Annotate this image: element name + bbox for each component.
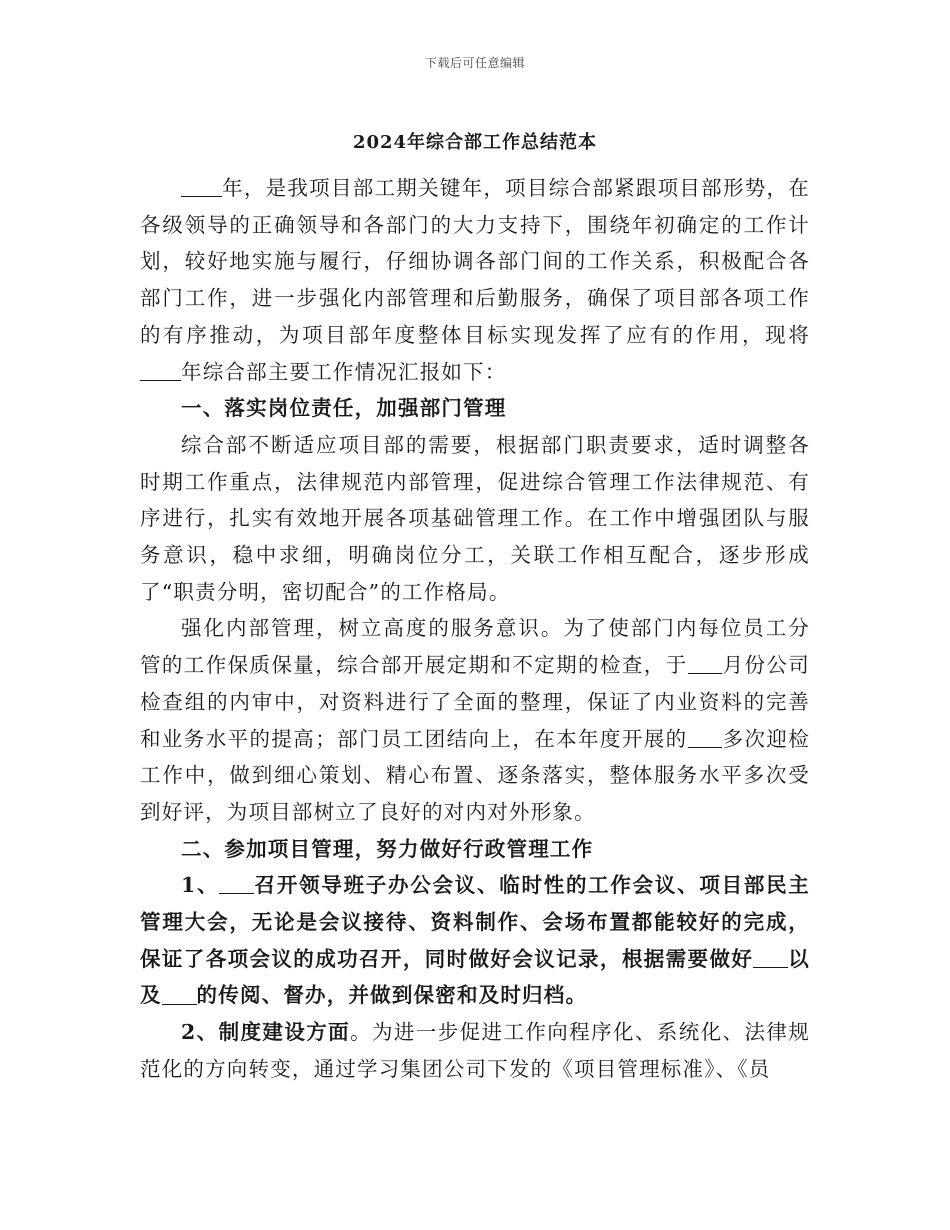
intro-text-2: 年综合部主要工作情况汇报如下：: [181, 359, 507, 384]
intro-text-1: 年，是我项目部工期关键年，项目综合部紧跟项目部形势，在各级领导的正确领导和各部门的大力支持下，围绕年初确定的工作计划，较好地实施与履行，仔细协调各部门间的工作关系，积极配合各部门工作，进一步强化内部管理和后勤服务，确保了项目部各项工作的有序推动，为项目部年度整体目标实现发挥了应有的作用，现将: [140, 176, 810, 347]
intro-paragraph: [140, 170, 810, 390]
fill-blank: [162, 983, 197, 1005]
fill-blank: [219, 873, 254, 895]
document-title: 2024年综合部工作总结范本: [352, 132, 598, 153]
section-1-p2-text-3: 多次迎检工作中，做到细心策划、精心布置、逐条落实，整体服务水平多次受到好评，为项目部树立了良好的对内对外形象。: [140, 726, 810, 824]
item-1-text-3: 的传阅、督办，并做到保密和及时归档。: [196, 983, 588, 1008]
fill-blank: [688, 653, 723, 675]
section-2-heading: 二、参加项目管理，努力做好行政管理工作: [181, 836, 594, 861]
section-1-p2-text-1: 强化内部管理，树立高度的服务意识。为了使部门内每位员工分管的工作保质保量，综合部开展定期和不定期的检查，于: [140, 616, 810, 678]
section-1-paragraph-2: [140, 610, 810, 830]
fill-blank: [753, 946, 788, 968]
section-1-paragraph-1: 综合部不断适应项目部的需要，根据部门职责要求，适时调整各时期工作重点，法律规范内部管理，促进综合管理工作法律规范、有序进行，扎实有效地开展各项基础管理工作。在工作中增强团队与服务意识，稳中求细，明确岗位分工，关联工作相互配合，逐步形成了“职责分明，密切配合”的工作格局。: [140, 432, 810, 604]
fill-blank: [688, 726, 723, 748]
section-1-p2-text-2: 月份公司检查组的内审中，对资料进行了全面的整理，保证了内业资料的完善和业务水平的提高；部门员工团结向上，在本年度开展的: [140, 653, 810, 751]
fill-blank: [181, 176, 222, 198]
item-1-text-2: 以及: [140, 946, 810, 1008]
item-1-prefix: 1、: [181, 873, 220, 898]
document-body: [140, 170, 810, 1088]
section-2-item-1: [140, 867, 810, 1014]
header-note: 下载后可任意编辑: [424, 56, 525, 70]
fill-blank: [140, 359, 181, 381]
item-2-lead: 2、制度建设方面: [181, 1020, 351, 1045]
section-2-item-2: [140, 1014, 810, 1087]
item-2-text: 。为进一步促进工作向程序化、系统化、法律规范化的方向转变，通过学习集团公司下发的《项目管理标准》、《员: [140, 1020, 810, 1081]
item-1-text-1: 召开领导班子办公会议、临时性的工作会议、项目部民主管理大会，无论是会议接待、资料制作、会场布置都能较好的完成，保证了各项会议的成功召开，同时做好会议记录，根据需要做好: [140, 873, 811, 971]
section-1-heading: 一、落实岗位责任，加强部门管理: [181, 396, 507, 421]
